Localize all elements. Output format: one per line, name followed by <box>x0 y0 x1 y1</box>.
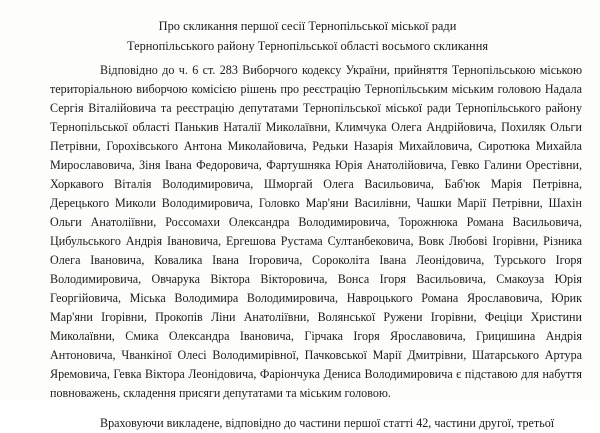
document-title <box>60 16 555 56</box>
title-line-1: Про скликання першої сесії Тернопільської міської ради <box>158 19 457 33</box>
title-line-2: Тернопільського району Тернопільської області восьмого скликання <box>126 39 489 53</box>
paragraph-main: Відповідно до ч. 6 ст. 283 Виборчого кодексу України, прийняття Тернопільською міською територіальною виборчою комісією рішень про реєстрацію Тернопільським міським головою Надала Сергія Віталійовича та реєстрацію депутатами Тернопільської міської ради Тернопільського району Тернопільської області Панькив Наталії Миколаївни, Климчука Олега Андрійовича, Похиляк Ольги Петрівни, Горохівського Антона Миколайовича, Редьки Назарія Михайловича, Сиротюка Михайла Мирославовича, Зіня Івана Федоровича, Фартушняка Юрія Анатолійовича, Гевко Галини Орестівни, Хоркавого Віталія Володимировича, Шморгай Олега Васильовича, Баб'юк Марія Петрівна, Дерецького Миколи Володимировича, Головко Мар'яни Василівни, Чашки Марії Петрівни, Шахін Ольги Анатоліївни, Россомахи Олександра Володимировича, Торожнюка Романа Васильовича, Цибульського Андрія Івановича, Ергешова Рустама Султанбековича, Вовк Любові Ігорівни, Різника Олега Івановича, Ковалика Івана Ігоровича, Сороколіта Івана Леонідовича, Турського Ігоря Володимировича, Овчарука Віктора Вікторовича, Вонса Ігоря Васильовича, Смакоуза Юрія Георгійовича, Міська Володимира Володимировича, Навроцького Романа Ярославовича, Юрик Мар'яни Ігорівни, Прокопів Ліни Анатоліївни, Волянської Ружени Ігорівни, Феціци Христини Миколаївни, Смика Олександра Івановича, Гірчака Ігоря Ярославовича, Грицишина Андрія Антоновича, Чванкіної Олесі Володимирівної, Пачковської Марії Дмитрівни, Шатарського Артура Яремовича, Гевка Віктора Леонідовича, Фаріончука Дениса Володимировича є підставою для набуття повноважень, складення присяги депутатами та міським головою. <box>50 63 582 400</box>
document-body <box>50 61 582 433</box>
paragraph-considering: Враховуючи викладене, відповідно до частини першої статті 42, частини другої, третьої <box>100 416 555 430</box>
